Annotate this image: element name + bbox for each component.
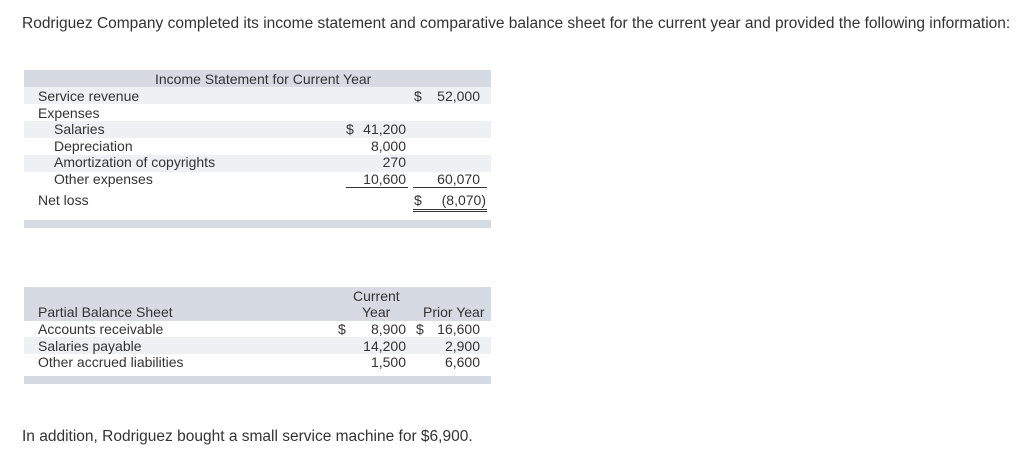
amortization-amount: 270 bbox=[382, 154, 406, 170]
footer-band bbox=[24, 376, 491, 384]
accounts-receivable-current-currency: $ bbox=[338, 321, 346, 337]
net-loss-label: Net loss bbox=[38, 192, 89, 208]
net-loss-currency: $ bbox=[414, 192, 422, 208]
current-year-header-line1: Current bbox=[353, 288, 400, 304]
net-loss-amount: (8,070) bbox=[441, 192, 486, 208]
service-revenue-amount: 52,000 bbox=[437, 88, 480, 104]
salaries-payable-label: Salaries payable bbox=[38, 338, 142, 354]
balance-sheet-title: Partial Balance Sheet bbox=[38, 304, 173, 320]
footer-band bbox=[24, 220, 491, 228]
income-statement-table bbox=[24, 70, 491, 228]
salaries-currency: $ bbox=[346, 121, 354, 137]
total-expenses-amount: 60,070 bbox=[437, 171, 480, 187]
depreciation-label: Depreciation bbox=[54, 138, 133, 154]
outro-text: In addition, Rodriguez bought a small service machine for $6,900. bbox=[22, 428, 473, 445]
accounts-receivable-prior-currency: $ bbox=[416, 321, 424, 337]
salaries-payable-current: 14,200 bbox=[363, 338, 406, 354]
depreciation-amount: 8,000 bbox=[370, 138, 406, 154]
subtotal-underline bbox=[346, 187, 408, 188]
other-accrued-prior: 6,600 bbox=[444, 354, 480, 370]
salaries-label: Salaries bbox=[54, 121, 105, 137]
other-expenses-label: Other expenses bbox=[54, 171, 153, 187]
income-statement-title: Income Statement for Current Year bbox=[155, 71, 372, 87]
service-revenue-currency: $ bbox=[414, 88, 422, 104]
other-expenses-amount: 10,600 bbox=[363, 171, 406, 187]
other-accrued-current: 1,500 bbox=[370, 354, 406, 370]
expenses-label: Expenses bbox=[38, 105, 100, 121]
accounts-receivable-prior: 16,600 bbox=[437, 321, 480, 337]
balance-sheet-table bbox=[24, 287, 491, 384]
salaries-payable-prior: 2,900 bbox=[444, 338, 480, 354]
total-underline bbox=[413, 187, 487, 188]
accounts-receivable-label: Accounts receivable bbox=[38, 321, 164, 337]
prior-year-header: Prior Year bbox=[423, 304, 485, 320]
accounts-receivable-current: 8,900 bbox=[370, 321, 406, 337]
amortization-label: Amortization of copyrights bbox=[54, 154, 216, 170]
intro-text: Rodriguez Company completed its income statement and comparative balance sheet for the current year and provided the following information: bbox=[22, 15, 1011, 32]
net-loss-double-underline bbox=[413, 209, 487, 212]
salaries-amount: 41,200 bbox=[363, 121, 406, 137]
current-year-header-line2: Year bbox=[362, 304, 391, 320]
other-accrued-label: Other accrued liabilities bbox=[38, 354, 184, 370]
service-revenue-label: Service revenue bbox=[38, 88, 140, 104]
